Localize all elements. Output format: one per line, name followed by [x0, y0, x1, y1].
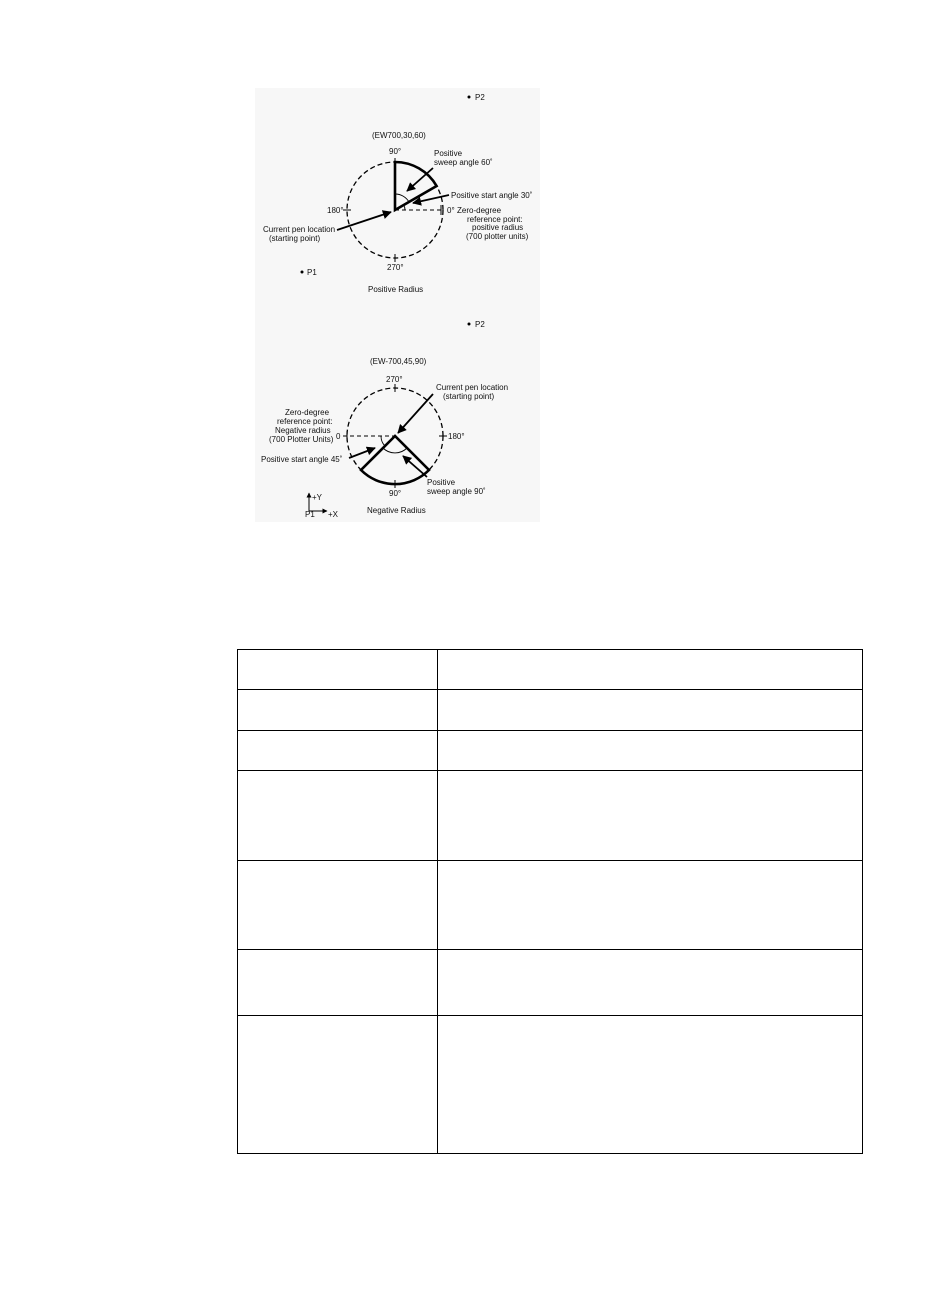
table-cell [438, 1016, 863, 1154]
table-row [238, 731, 863, 771]
arc-wedge-figure [255, 88, 540, 522]
table-cell [438, 690, 863, 731]
top-zero-ref-label-2: reference point: [467, 215, 523, 224]
bottom-start-arc [381, 436, 385, 446]
bottom-command-label: (EW-700,45,90) [370, 357, 427, 366]
bottom-start-label: Positive start angle 45˚ [261, 455, 343, 464]
bottom-sweep-arrow [403, 456, 427, 477]
table-cell [438, 861, 863, 950]
p2-point [468, 96, 471, 99]
bottom-pen-arrow [398, 394, 433, 433]
bottom-zero-ref-label-4: (700 Plotter Units) [269, 435, 334, 444]
bottom-label-0: 0 [336, 432, 341, 441]
table-cell [238, 1016, 438, 1154]
bottom-zero-ref-label-2: reference point: [277, 417, 333, 426]
top-zero-ref-label-1: Zero-degree [457, 206, 502, 215]
table-cell [238, 861, 438, 950]
axis-y-label: +Y [312, 493, 323, 502]
table-cell [438, 771, 863, 861]
bottom-label-180: 180° [448, 432, 465, 441]
top-caption: Positive Radius [368, 285, 424, 294]
table-cell [238, 950, 438, 1016]
top-sweep-label-2: sweep angle 60˚ [434, 158, 493, 167]
axis-origin-label: P1 [305, 510, 315, 519]
bottom-zero-ref-label-3: Negative radius [275, 426, 331, 435]
table-cell [238, 731, 438, 771]
wedge-diagrams [255, 88, 540, 522]
bottom-start-arrow [349, 448, 375, 458]
table-cell [238, 771, 438, 861]
bottom-label-270: 270° [386, 375, 403, 384]
bottom-p2-point [468, 323, 471, 326]
bottom-wedge [361, 436, 429, 484]
bottom-zero-ref-label-1: Zero-degree [285, 408, 330, 417]
top-label-0: 0° [447, 206, 455, 215]
table-cell [238, 690, 438, 731]
bottom-label-90: 90° [389, 489, 402, 498]
top-label-270: 270° [387, 263, 404, 272]
bottom-caption: Negative Radius [367, 506, 426, 515]
table-cell [438, 650, 863, 690]
top-command-label: (EW700,30,60) [372, 131, 426, 140]
top-pen-arrow [337, 212, 391, 230]
bottom-sweep-arc [383, 448, 407, 453]
bottom-pen-label-2: (starting point) [443, 392, 495, 401]
table-cell [438, 950, 863, 1016]
axis-x-label: +X [328, 510, 339, 519]
empty-table [237, 649, 863, 1154]
bottom-pen-label-1: Current pen location [436, 383, 509, 392]
table-row [238, 650, 863, 690]
p1-point [301, 271, 304, 274]
table-cell [438, 731, 863, 771]
p1-label: P1 [307, 268, 317, 277]
positive-radius-diagram [263, 93, 533, 294]
table-cell [238, 650, 438, 690]
bottom-sweep-label-2: sweep angle 90˚ [427, 487, 486, 496]
top-zero-ref-label-4: (700 plotter units) [466, 232, 529, 241]
top-pen-label-2: (starting point) [269, 234, 321, 243]
empty-table-container [237, 649, 862, 1154]
top-label-180: 180° [327, 206, 344, 215]
top-label-90: 90° [389, 147, 402, 156]
table-row [238, 861, 863, 950]
table-row [238, 690, 863, 731]
table-row [238, 1016, 863, 1154]
top-zero-ref-label-3: positive radius [472, 223, 524, 232]
table-row [238, 771, 863, 861]
p2-label: P2 [475, 93, 485, 102]
top-pen-label-1: Current pen location [263, 225, 336, 234]
table-row [238, 950, 863, 1016]
bottom-p2-label: P2 [475, 320, 485, 329]
negative-radius-diagram [261, 320, 508, 519]
top-sweep-label-1: Positive [434, 149, 463, 158]
bottom-sweep-label-1: Positive [427, 478, 456, 487]
top-sweep-arc [395, 194, 409, 202]
top-start-label: Positive start angle 30˚ [451, 191, 533, 200]
top-sweep-arrow [407, 168, 433, 191]
